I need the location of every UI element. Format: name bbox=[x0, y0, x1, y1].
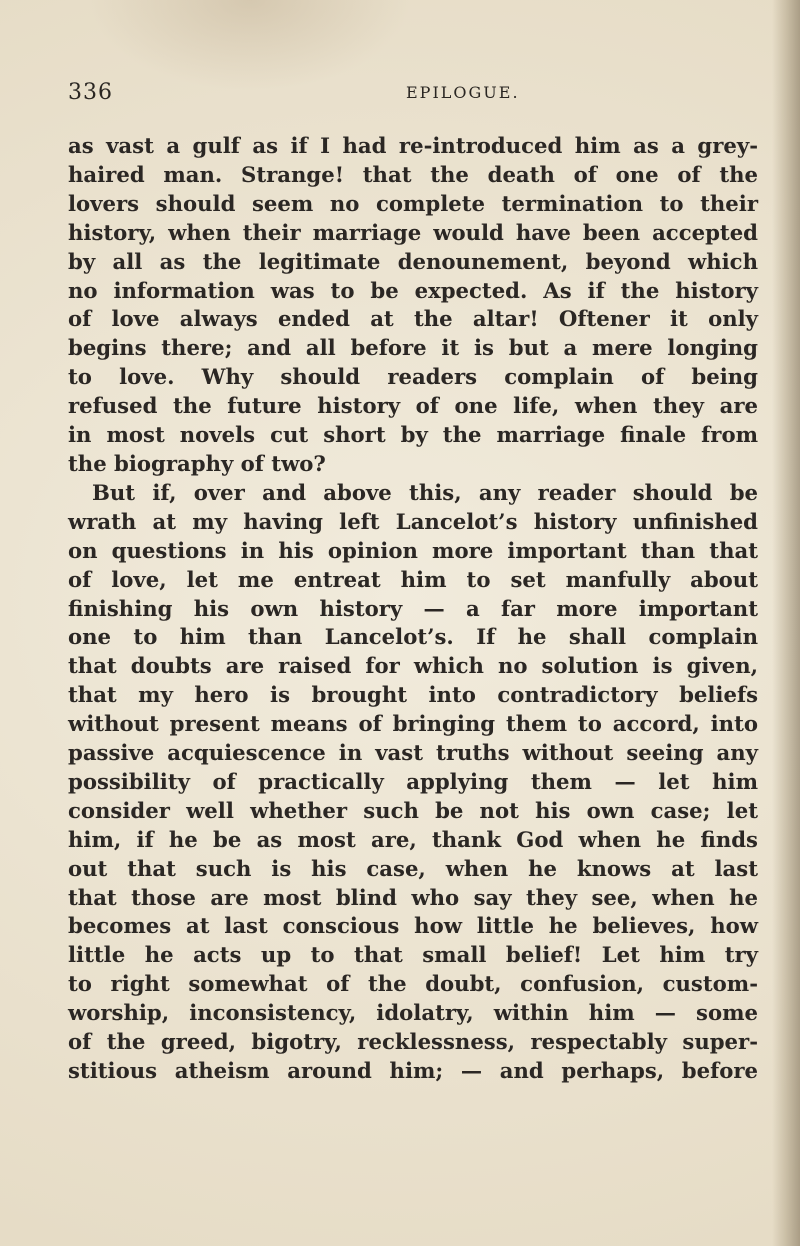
text-line-32: of the greed, bigotry, recklessness, respectably super- bbox=[68, 1029, 758, 1055]
text-line-24: consider well whether such be not his own case; let bbox=[68, 797, 758, 823]
text-line-13: But if, over and above this, any reader should be bbox=[92, 479, 758, 505]
text-line-20: that my hero is brought into contradictory beliefs bbox=[68, 682, 758, 708]
page-binding-edge bbox=[772, 0, 800, 1246]
text-line-33: stitious atheism around him; — and perhaps, before bbox=[68, 1058, 758, 1083]
text-line-18: one to him than Lancelot’s. If he shall complain bbox=[68, 624, 758, 650]
body-text bbox=[68, 132, 758, 1086]
text-line-2: haired man. Strange! that the death of one of the bbox=[68, 161, 758, 187]
text-line-29: little he acts up to that small belief! Let him try bbox=[68, 942, 758, 968]
text-line-19: that doubts are raised for which no solution is given, bbox=[68, 653, 758, 679]
text-line-22: passive acquiescence in vast truths without seeing any bbox=[68, 740, 758, 766]
text-line-7: of love always ended at the altar! Oftener it only bbox=[68, 306, 758, 332]
page-header bbox=[68, 80, 748, 110]
text-line-6: no information was to be expected. As if the history bbox=[68, 277, 758, 303]
text-line-12: the biography of two? bbox=[68, 450, 326, 476]
text-line-16: of love, let me entreat him to set manfully about bbox=[68, 566, 758, 592]
text-line-30: to right somewhat of the doubt, confusion, custom- bbox=[68, 971, 758, 997]
text-line-25: him, if he be as most are, thank God when he finds bbox=[68, 826, 758, 852]
text-line-26: out that such is his case, when he knows at last bbox=[68, 855, 758, 881]
text-line-21: without present means of bringing them to accord, into bbox=[68, 711, 758, 737]
text-line-1: as vast a gulf as if I had re-introduced him as a grey- bbox=[68, 133, 758, 158]
text-line-11: in most novels cut short by the marriage finale from bbox=[68, 422, 758, 448]
text-line-10: refused the future history of one life, when they are bbox=[68, 393, 758, 419]
running-head: EPILOGUE. bbox=[406, 83, 520, 102]
text-line-14: wrath at my having left Lancelot’s history unfinished bbox=[68, 508, 758, 534]
text-line-15: on questions in his opinion more important than that bbox=[68, 537, 758, 563]
text-line-8: begins there; and all before it is but a mere longing bbox=[68, 335, 758, 361]
text-line-27: that those are most blind who say they see, when he bbox=[68, 884, 758, 910]
text-line-9: to love. Why should readers complain of being bbox=[68, 364, 758, 390]
text-line-5: by all as the legitimate denounement, beyond which bbox=[68, 248, 758, 274]
text-line-31: worship, inconsistency, idolatry, within him — some bbox=[68, 1000, 758, 1026]
text-line-17: finishing his own history — a far more important bbox=[68, 595, 758, 621]
text-line-3: lovers should seem no complete termination to their bbox=[68, 190, 758, 216]
text-line-28: becomes at last conscious how little he believes, how bbox=[68, 913, 758, 939]
page-number: 336 bbox=[68, 80, 113, 105]
text-line-4: history, when their marriage would have been accepted bbox=[68, 219, 758, 245]
text-line-23: possibility of practically applying them — let him bbox=[68, 768, 758, 794]
